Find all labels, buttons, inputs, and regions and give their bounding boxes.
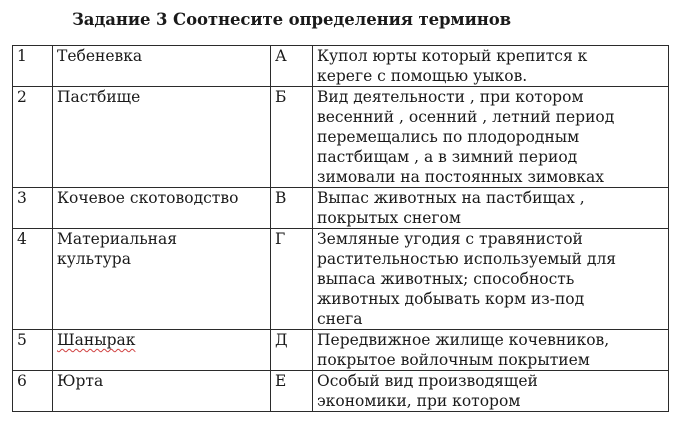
definition-text: Передвижное жилище кочевников, покрытое войлочным покрытием [317,331,610,369]
term-cell [53,46,271,87]
row-number-cell [13,87,53,188]
row-number: 3 [17,189,27,207]
definition-cell [313,46,669,87]
definition-letter: В [275,189,287,207]
term-text: Пастбище [57,88,141,106]
row-number: 5 [17,331,27,349]
table-row [13,229,669,330]
definition-text: Купол юрты который крепится к кереге с помощью уыков. [317,47,588,85]
row-number-cell [13,188,53,229]
task-title: Задание 3 Соотнесите определения терминов [72,10,512,29]
term-cell [53,87,271,188]
term-text: Кочевое скотоводство [57,189,239,207]
definition-letter: А [275,47,287,65]
definition-letter: Б [275,88,287,106]
row-number: 4 [17,230,27,248]
definition-letter: Г [275,230,286,248]
definition-cell [313,229,669,330]
letter-cell [271,229,313,330]
term-cell [53,371,271,412]
definition-cell [313,330,669,371]
table-row [13,188,669,229]
definition-cell [313,371,669,412]
definition-letter: Е [275,372,287,390]
definition-letter: Д [275,331,288,349]
table-row [13,330,669,371]
term-text: Шанырак [57,331,136,349]
row-number: 1 [17,47,27,65]
table-row [13,46,669,87]
term-text: Материальная культура [57,230,177,268]
definition-text: Вид деятельности , при котором весенний , осенний , летний период перемещались по плодородным пастбищам , а в зимний период зимовали на постоянных зимовках [317,88,615,186]
letter-cell [271,330,313,371]
row-number: 6 [17,372,27,390]
matching-table [12,45,669,412]
term-text: Тебеневка [57,47,143,65]
row-number-cell [13,46,53,87]
letter-cell [271,46,313,87]
row-number-cell [13,330,53,371]
row-number-cell [13,371,53,412]
letter-cell [271,188,313,229]
letter-cell [271,87,313,188]
row-number-cell [13,229,53,330]
table-row [13,371,669,412]
definition-text: Особый вид производящей экономики, при котором [317,372,538,410]
definition-text: Выпас животных на пастбищах , покрытых снегом [317,189,585,227]
table-row [13,87,669,188]
row-number: 2 [17,88,27,106]
definition-text: Земляные угодия с травянистой растительностью используемый для выпаса животных; способность животных добывать корм из-под снега [317,230,617,328]
definition-cell [313,188,669,229]
term-cell [53,229,271,330]
term-cell [53,330,271,371]
definition-cell [313,87,669,188]
term-text: Юрта [57,372,104,390]
term-cell [53,188,271,229]
letter-cell [271,371,313,412]
